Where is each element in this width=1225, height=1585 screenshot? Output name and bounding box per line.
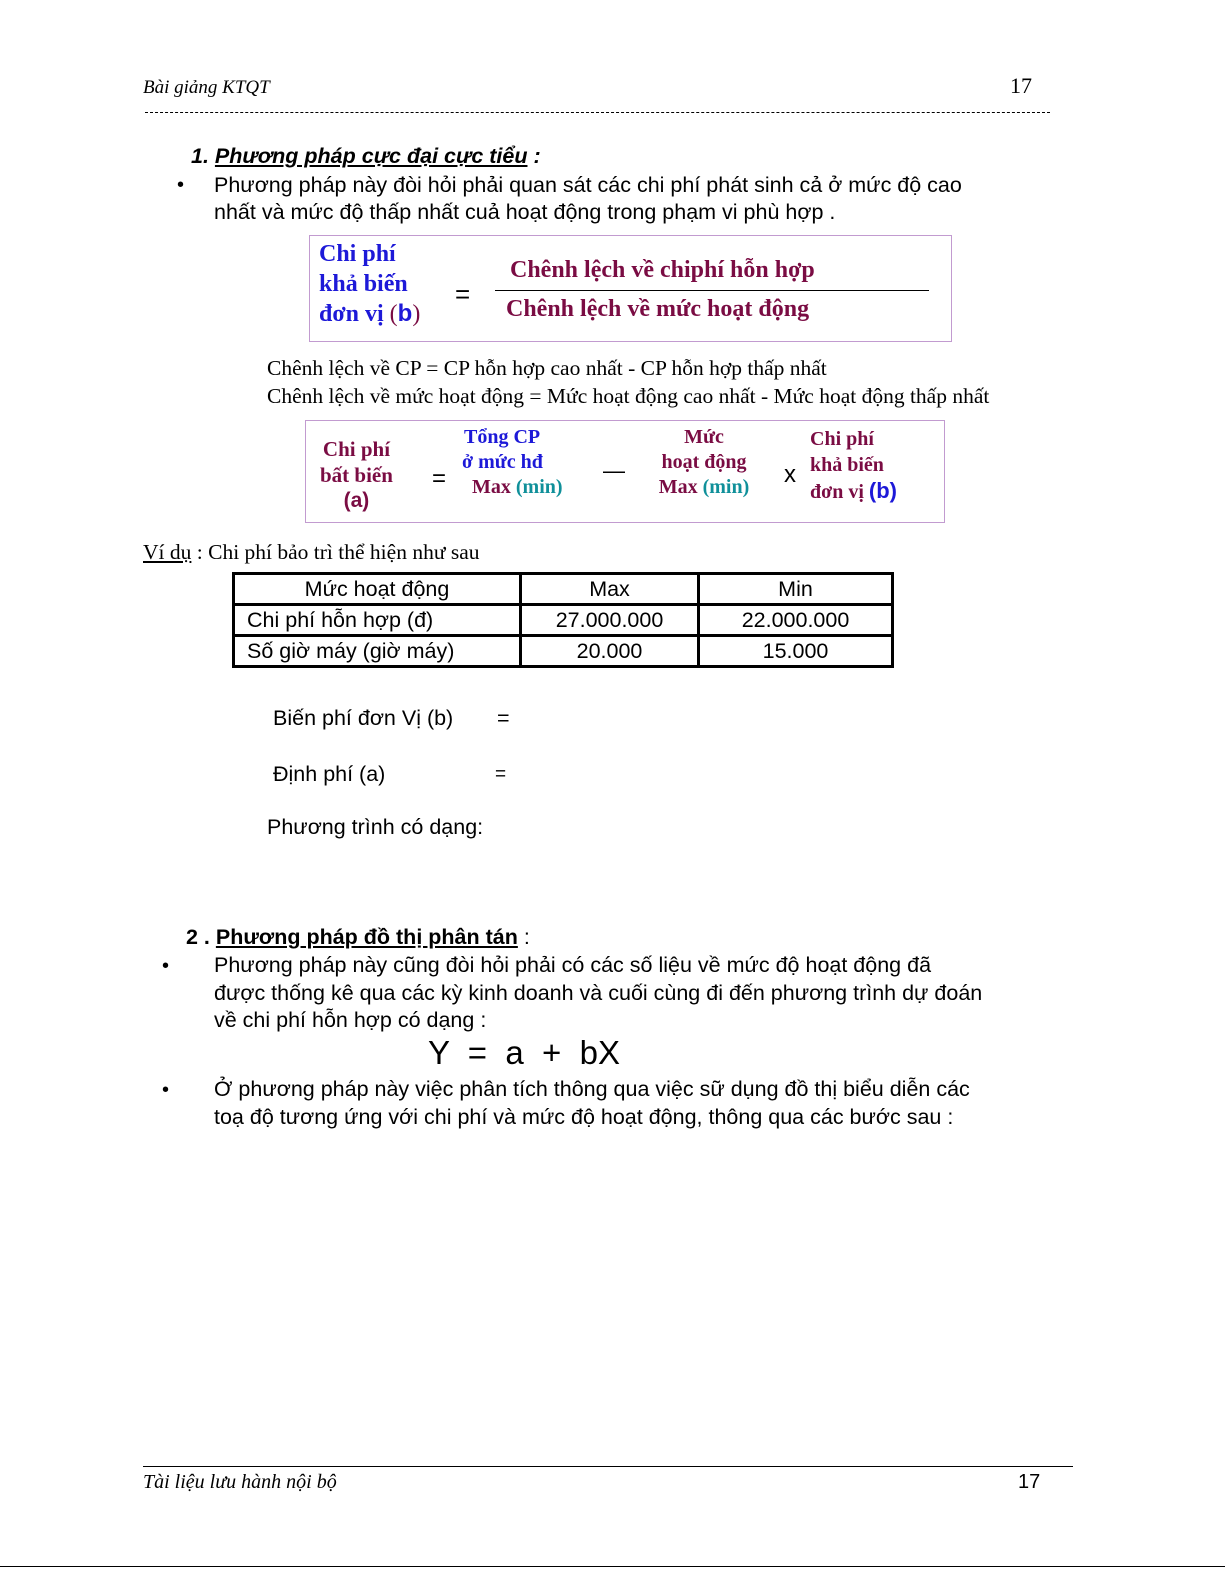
bullet-icon: • [177, 174, 185, 196]
formula-a-box [305, 420, 945, 523]
formula-a-times: x [784, 461, 796, 488]
definitions [267, 354, 989, 410]
section1-colon: : [533, 144, 541, 168]
formula-a-left-line2: bất biến [320, 463, 393, 487]
table-row [234, 605, 893, 636]
term3-symbol: (b) [868, 478, 897, 503]
example-intro [143, 540, 480, 565]
maintenance-cost-table [232, 572, 894, 668]
section2-bullet1-line1: Phương pháp này cũng đòi hỏi phải có các số liệu về mức độ hoạt động đã [214, 953, 932, 977]
footer-page-number: 17 [1018, 1471, 1041, 1493]
table-header-cell: Min [699, 574, 893, 605]
example-text: : Chi phí bảo trì thể hiện như sau [191, 540, 480, 564]
formula-a-minus: — [603, 458, 625, 483]
header-divider [145, 112, 1050, 113]
table-header-row [234, 574, 893, 605]
formula-a-term3 [810, 426, 897, 505]
table-cell: 20.000 [521, 636, 699, 667]
formula-b-paren-close: ) [412, 301, 421, 327]
definition-cp: Chênh lệch về CP = CP hỗn hợp cao nhất - CP hỗn hợp thấp nhất [267, 356, 827, 380]
section2-bullet1-line3: về chi phí hỗn hợp có dạng : [214, 1008, 487, 1032]
section2-bullet2 [214, 1076, 970, 1131]
formula-b-left [319, 239, 420, 329]
section1-line1: Phương pháp này đòi hỏi phải quan sát các chi phí phát sinh cả ở mức độ cao [214, 173, 962, 197]
section2-title: Phương pháp đồ thị phân tán [215, 925, 518, 949]
table-cell: 22.000.000 [699, 605, 893, 636]
section2-bullet2-line2: toạ độ tương ứng với chi phí và mức độ hoạt động, thông qua các bước sau : [214, 1104, 954, 1129]
section2-colon: : [517, 925, 530, 949]
term2-min: (min) [702, 476, 750, 498]
section1-line2: nhất và mức độ thấp nhất cuả hoạt động trong phạm vi phù hợp . [214, 200, 836, 224]
table-cell: 15.000 [699, 636, 893, 667]
formula-b-denominator: Chênh lệch về mức hoạt động [506, 296, 810, 322]
formula-a-left-line1: Chi phí [322, 437, 391, 461]
formula-b-symbol: b [397, 300, 413, 327]
section2-bullet1 [214, 952, 982, 1035]
term2-line1: Mức [684, 426, 724, 448]
term3-line3: đơn vị [810, 481, 864, 503]
term1-min: (min) [515, 476, 563, 498]
formula-b-numerator: Chênh lệch về chiphí hỗn hợp [510, 257, 815, 283]
formula-b-box [309, 235, 952, 342]
table-cell: Số giờ máy (giờ máy) [234, 636, 521, 667]
calc-a-equals: = [495, 764, 507, 785]
table-cell: 27.000.000 [521, 605, 699, 636]
bullet-icon: • [162, 955, 170, 977]
header-title: Bài giảng KTQT [143, 77, 270, 98]
section1-number: 1. [191, 144, 209, 168]
section1-heading [191, 144, 541, 169]
section1-title: Phương pháp cực đại cực tiểu [214, 144, 528, 168]
calc-b-label: Biến phí đơn Vị (b) [273, 706, 454, 730]
formula-b-paren-open: ( [389, 301, 398, 327]
regression-equation: Y = a + bX [428, 1034, 621, 1071]
section2-bullet1-line2: được thống kê qua các kỳ kinh doanh và cuối cùng đi đến phương trình dự đoán [214, 980, 983, 1005]
formula-a-left [320, 436, 393, 514]
example-label: Ví dụ [143, 540, 192, 564]
calc-b-equals: = [497, 706, 510, 730]
term3-line2: khả biến [810, 454, 884, 476]
section2-number: 2 . [186, 925, 210, 949]
term2-line2: hoạt động [661, 451, 747, 473]
formula-b-left-line3: đơn vị [319, 301, 384, 327]
term3-line1: Chi phí [810, 428, 874, 450]
table-cell: Chi phí hỗn hợp (đ) [234, 605, 521, 636]
term1-line1: Tổng CP [464, 426, 541, 448]
section2-heading [186, 925, 530, 950]
fraction-bar [495, 290, 929, 291]
table-row [234, 636, 893, 667]
section1-bullet-text [214, 172, 962, 226]
term1-max: Max [472, 476, 511, 498]
bullet-icon: • [162, 1079, 170, 1101]
equation-label: Phương trình có dạng: [267, 815, 484, 839]
formula-a-equals: = [432, 465, 447, 492]
page-bottom-border [0, 1566, 1225, 1567]
formula-a-term2 [643, 425, 765, 500]
header-page-number: 17 [1010, 73, 1032, 98]
table-header-cell: Max [521, 574, 699, 605]
term2-max: Max [658, 476, 698, 498]
table-header-cell: Mức hoạt động [234, 574, 521, 605]
definition-activity: Chênh lệch về mức hoạt động = Mức hoạt động cao nhất - Mức hoạt động thấp nhất [267, 384, 990, 408]
term1-line2: ở mức hđ [462, 451, 543, 473]
formula-b-equals: = [455, 279, 471, 309]
calc-a-label: Định phí (a) [273, 762, 386, 786]
formula-a-left-symbol: (a) [343, 489, 370, 512]
footer-divider [143, 1466, 1073, 1467]
section2-bullet2-line1: Ở phương pháp này việc phân tích thông qua việc sữ dụng đồ thị biểu diễn các [214, 1077, 970, 1101]
formula-a-term1 [462, 425, 563, 500]
footer-text: Tài liệu lưu hành nội bộ [143, 1471, 337, 1493]
formula-b-left-line2: khả biến [319, 271, 408, 297]
formula-b-left-line1: Chi phí [319, 241, 396, 267]
